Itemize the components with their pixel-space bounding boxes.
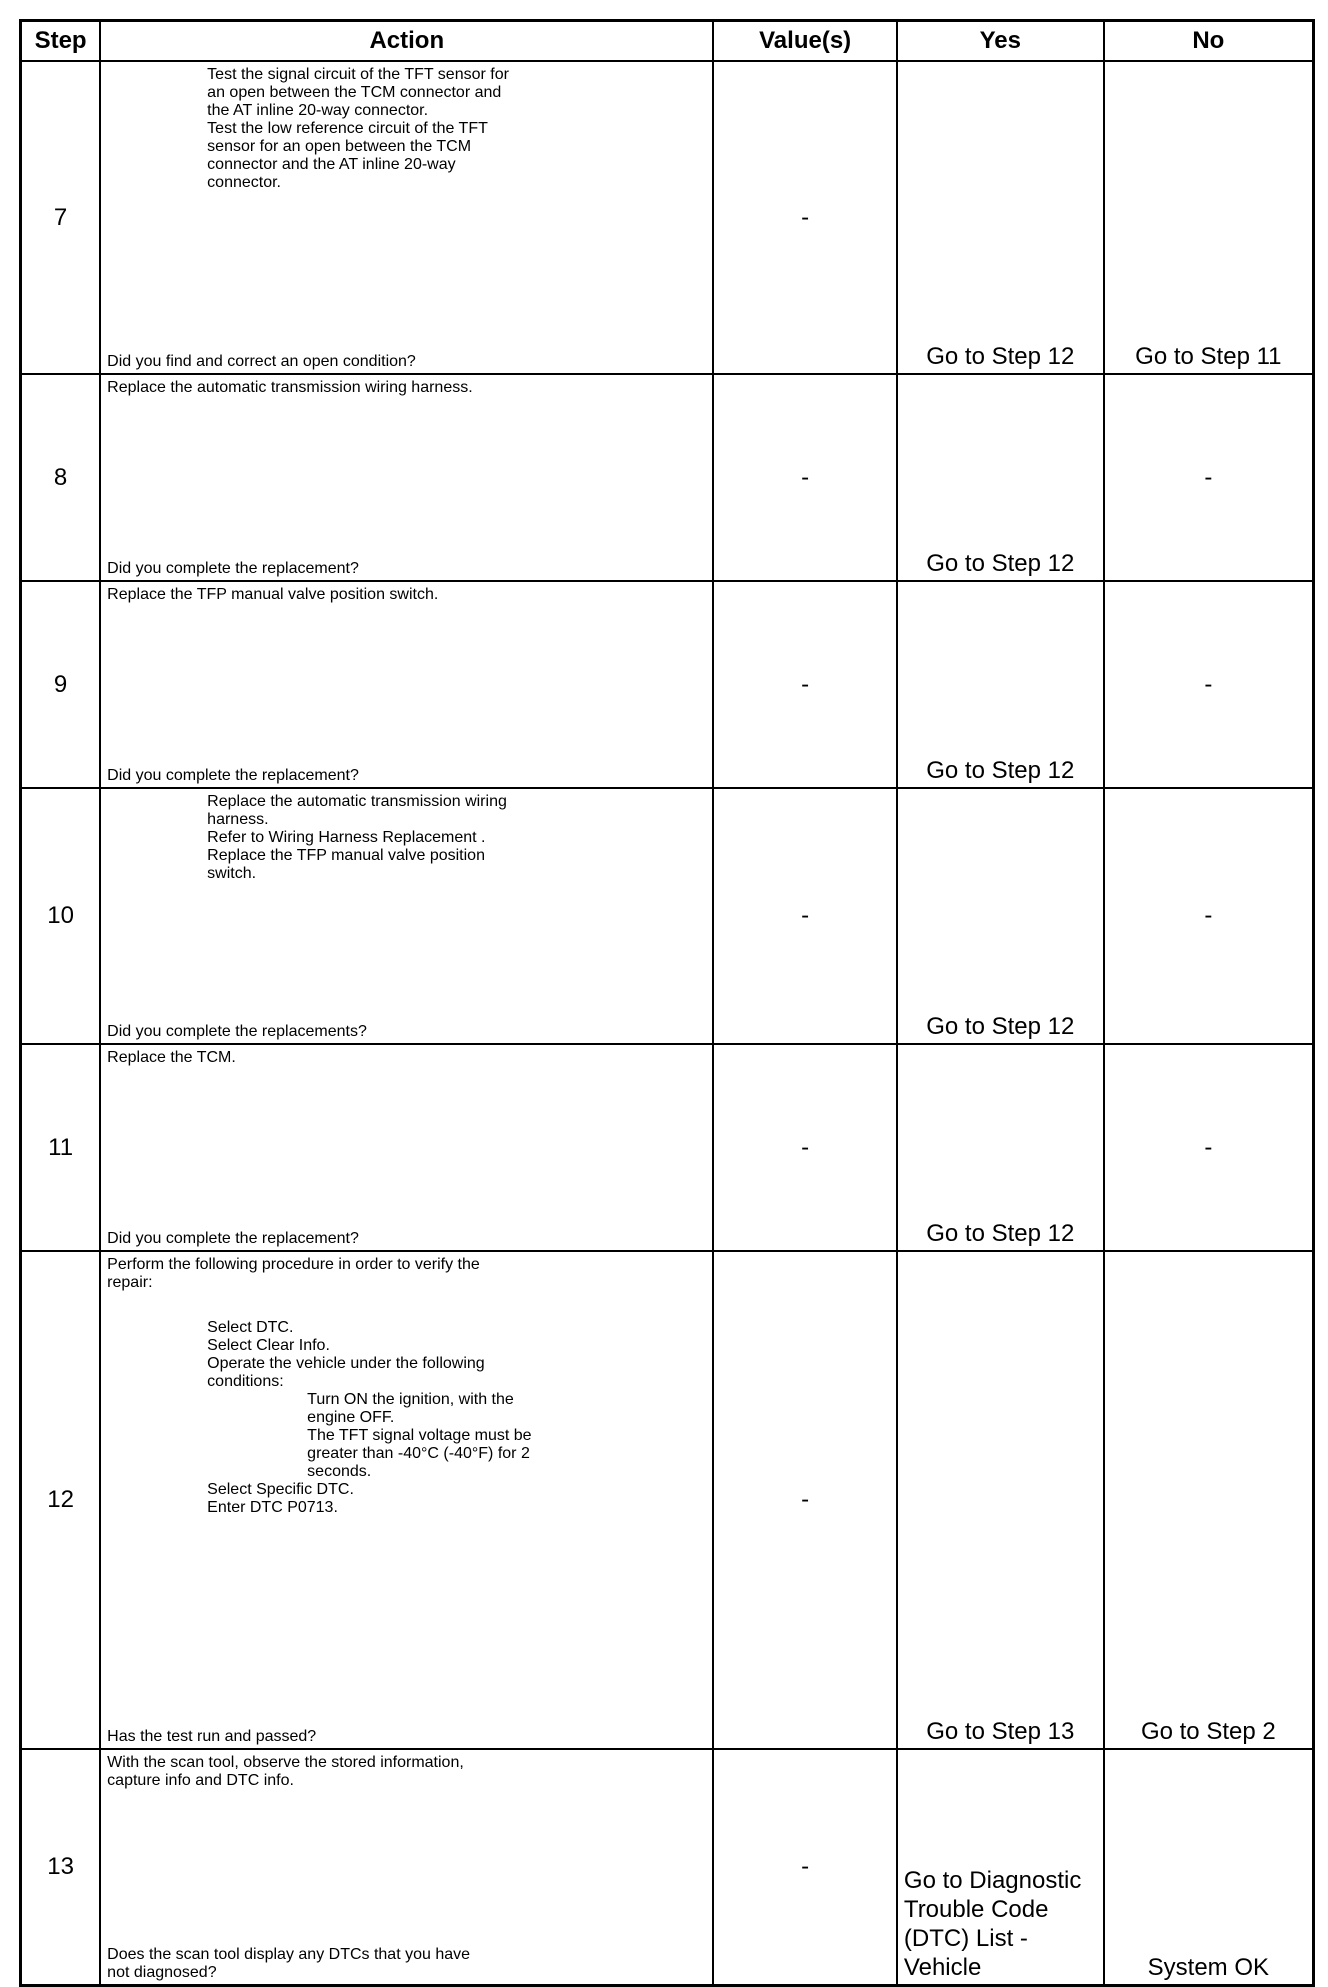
no-cell: - [1104,788,1314,1044]
action-cell [100,374,713,581]
no-answer: Go to Step 11 [1135,343,1282,370]
step-number: 10 [21,788,101,1044]
no-cell: - [1104,374,1314,581]
step-number: 8 [21,374,101,581]
value-cell: - [713,1251,897,1749]
action-cell [100,1251,713,1749]
action-line: Operate the vehicle under the following [207,1355,485,1372]
action-cell [100,1044,713,1251]
no-cell [1104,1251,1314,1749]
table-row [21,788,1314,1044]
action-line: an open between the TCM connector and [207,84,502,101]
action-line: Refer to Wiring Harness Replacement . [207,829,486,846]
yes-answer-line: (DTC) List - [903,1925,1028,1952]
action-cell [100,788,713,1044]
yes-cell [897,788,1104,1044]
table-row [21,1044,1314,1251]
action-line: connector. [207,174,281,191]
action-question: Did you complete the replacement? [107,560,359,577]
action-line: Test the low reference circuit of the TFT [207,120,488,137]
action-line: Turn ON the ignition, with the [307,1391,514,1408]
yes-cell [897,61,1104,374]
action-line: connector and the AT inline 20-way [207,156,456,173]
action-line: the AT inline 20-way connector. [207,102,429,119]
action-line: Test the signal circuit of the TFT sensor for [207,66,509,83]
value-cell: - [713,788,897,1044]
no-cell [1104,1749,1314,1986]
yes-cell [897,374,1104,581]
table-row [21,1749,1314,1986]
action-cell [100,581,713,788]
header-no: No [1104,21,1314,62]
action-line: conditions: [207,1373,284,1390]
diagnostic-table [19,19,1315,1987]
action-question: Did you complete the replacement? [107,767,359,784]
header-step: Step [21,21,101,62]
action-line: switch. [207,865,257,882]
action-line: The TFT signal voltage must be [307,1427,532,1444]
table-row [21,1251,1314,1749]
table-row [21,61,1314,374]
step-number: 13 [21,1749,101,1986]
step-number: 11 [21,1044,101,1251]
yes-answer: Go to Step 12 [926,550,1075,577]
yes-answer [898,1866,1103,1984]
header-row [21,21,1314,62]
no-cell [1104,61,1314,374]
action-line: repair: [107,1274,153,1291]
yes-cell [897,1749,1104,1986]
action-line: Replace the TFP manual valve position [207,847,485,864]
yes-answer: Go to Step 12 [926,757,1075,784]
table-row [21,374,1314,581]
action-line: greater than -40°C (-40°F) for 2 [307,1445,530,1462]
action-line: Replace the automatic transmission wiring [207,793,507,810]
yes-cell [897,581,1104,788]
action-line: Replace the TFP manual valve position switch. [107,586,439,603]
header-action: Action [100,21,713,62]
yes-answer-line: Trouble Code [903,1896,1049,1923]
yes-answer: Go to Step 12 [926,1220,1075,1247]
value-cell: - [713,1749,897,1986]
action-question: Did you find and correct an open condition? [107,353,416,370]
step-number: 7 [21,61,101,374]
no-answer: System OK [1147,1954,1270,1981]
action-line: Select DTC. [207,1319,294,1336]
action-line: Replace the automatic transmission wiring harness. [107,379,473,396]
action-question: Did you complete the replacements? [107,1023,367,1040]
value-cell: - [713,581,897,788]
question-line: not diagnosed? [107,1964,217,1981]
action-line: engine OFF. [307,1409,395,1426]
header-values: Value(s) [713,21,897,62]
yes-answer: Go to Step 12 [926,1013,1075,1040]
value-cell: - [713,61,897,374]
table-row [21,581,1314,788]
question-line: Does the scan tool display any DTCs that you have [107,1946,471,1963]
action-line: seconds. [307,1463,372,1480]
action-line: capture info and DTC info. [107,1772,294,1789]
step-number: 12 [21,1251,101,1749]
action-line: Enter DTC P0713. [207,1499,338,1516]
no-cell: - [1104,581,1314,788]
action-line: harness. [207,811,269,828]
value-cell: - [713,374,897,581]
yes-answer: Go to Step 12 [926,343,1075,370]
no-answer: Go to Step 2 [1140,1718,1276,1745]
action-line: Replace the TCM. [107,1049,236,1066]
yes-cell [897,1251,1104,1749]
value-cell: - [713,1044,897,1251]
action-question [107,1946,706,1982]
yes-cell [897,1044,1104,1251]
action-cell [100,1749,713,1986]
header-yes: Yes [897,21,1104,62]
action-question: Did you complete the replacement? [107,1230,359,1247]
yes-answer-line: Go to Diagnostic [903,1867,1082,1894]
no-cell: - [1104,1044,1314,1251]
action-line: sensor for an open between the TCM [207,138,472,155]
action-line: Select Specific DTC. [207,1481,354,1498]
action-cell [100,61,713,374]
action-question: Has the test run and passed? [107,1728,317,1745]
step-number: 9 [21,581,101,788]
action-line: With the scan tool, observe the stored information, [107,1754,464,1771]
action-line: Perform the following procedure in order to verify the [107,1256,480,1273]
action-line: Select Clear Info. [207,1337,330,1354]
yes-answer-line: Vehicle [903,1954,982,1981]
yes-answer: Go to Step 13 [926,1718,1075,1745]
